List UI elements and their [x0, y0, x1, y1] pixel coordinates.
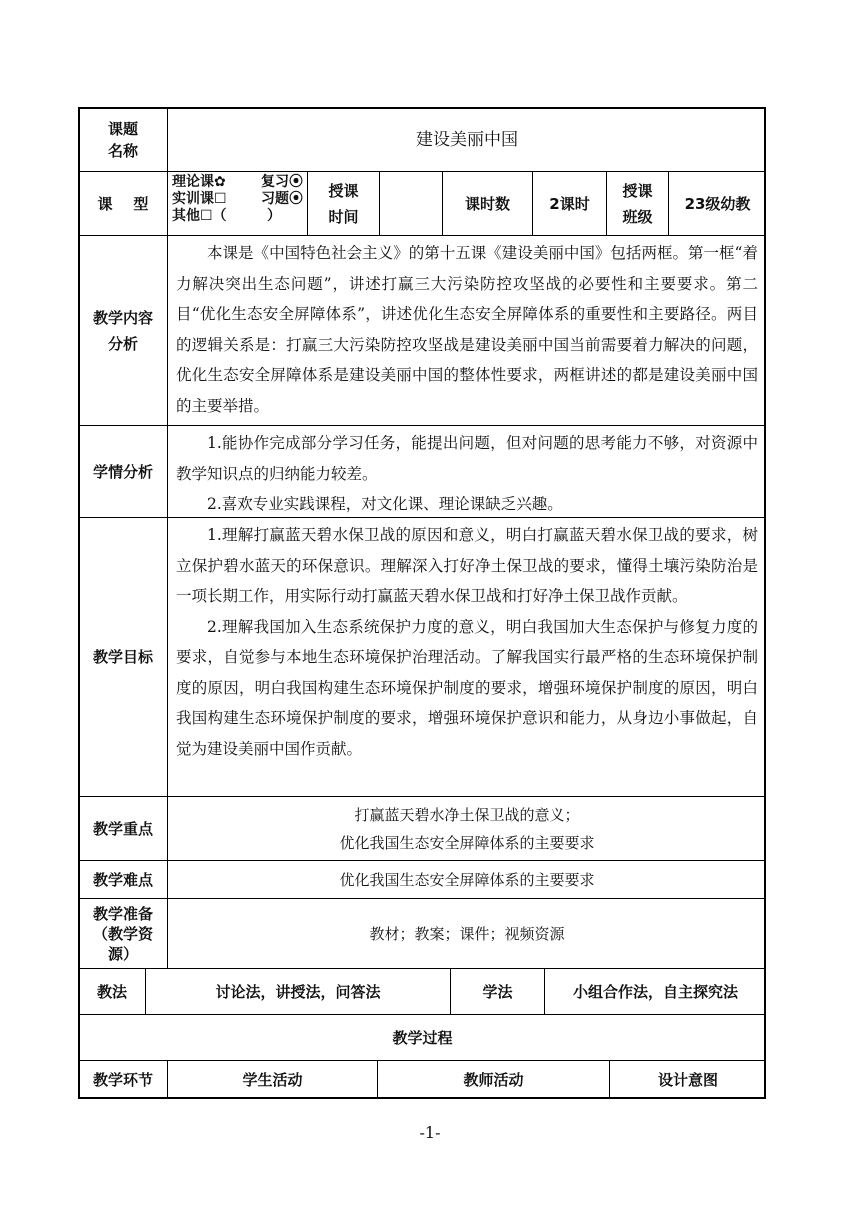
option-review: 复习⦿	[261, 174, 303, 190]
key-points-text	[167, 796, 766, 860]
course-type-label: 课 型	[78, 171, 167, 235]
teach-method-value: 讨论法，讲授法，问答法	[145, 968, 450, 1014]
class-label: 授课 班级	[606, 171, 668, 235]
preparation-label: 教学准备 （教学资 源）	[78, 898, 167, 968]
lesson-plan-table	[78, 107, 766, 1099]
option-exercise: 习题⦿	[261, 191, 303, 207]
student-analysis-paragraph-2: 2.喜欢专业实践课程，对文化课、理论课缺乏兴趣。	[207, 495, 563, 513]
preparation-text: 教材；教案；课件；视频资源	[167, 898, 766, 968]
difficulties-label: 教学难点	[78, 860, 167, 898]
hours-value: 2课时	[532, 171, 606, 235]
title-value: 建设美丽中国	[167, 107, 766, 171]
option-other-close: ）	[267, 208, 281, 224]
teach-time-label: 授课 时间	[307, 171, 379, 235]
teach-method-label: 教法	[78, 968, 145, 1014]
process-header-intent: 设计意图	[609, 1060, 766, 1099]
option-other: 其他☐（	[172, 208, 227, 224]
content-analysis-paragraph: 本课是《中国特色社会主义》的第十五课《建设美丽中国》包括两框。第一框“着力解决突出生态问题”，讲述打赢三大污染防控攻坚战的必要性和主要要求。第二目“优化生态安全屏障体系”，讲述优化生态安全屏障体系的重要性和主要路径。两目的逻辑关系是：打赢三大污染防控攻坚战是建设美丽中国当前需要着力解决的问题，优化生态安全屏障体系是建设美丽中国的整体性要求，两框讲述的都是建设美丽中国的主要举措。	[176, 244, 758, 415]
key-point-2: 优化我国生态安全屏障体系的主要要求	[339, 833, 595, 852]
student-analysis-paragraph-1: 1.能协作完成部分学习任务，能提出问题，但对问题的思考能力不够，对资源中教学知识点的归纳能力较差。	[176, 434, 758, 483]
learn-method-label: 学法	[450, 968, 544, 1014]
process-title: 教学过程	[78, 1014, 766, 1060]
option-theory: 理论课✿	[172, 174, 226, 190]
option-practice: 实训课☐	[172, 191, 227, 207]
hours-label: 课时数	[442, 171, 532, 235]
difficulties-text: 优化我国生态安全屏障体系的主要要求	[167, 860, 766, 898]
objectives-label: 教学目标	[78, 517, 167, 796]
student-analysis-text	[167, 425, 766, 517]
process-header-teacher: 教师活动	[377, 1060, 609, 1099]
course-type-options	[167, 171, 307, 235]
process-header-stage: 教学环节	[78, 1060, 167, 1099]
page-number: -1-	[419, 1123, 441, 1142]
class-value: 23级幼教	[668, 171, 766, 235]
process-header-student: 学生活动	[167, 1060, 377, 1099]
title-label: 课题 名称	[78, 107, 167, 171]
objectives-text	[167, 517, 766, 796]
content-analysis-text	[167, 235, 766, 425]
content-analysis-label: 教学内容 分析	[78, 235, 167, 425]
key-point-1: 打赢蓝天碧水净土保卫战的意义；	[354, 805, 580, 824]
key-points-label: 教学重点	[78, 796, 167, 860]
learn-method-value: 小组合作法，自主探究法	[544, 968, 766, 1014]
objectives-paragraph-1: 1.理解打赢蓝天碧水保卫战的原因和意义，明白打赢蓝天碧水保卫战的要求，树立保护碧水蓝天的环保意识。理解深入打好净土保卫战的要求，懂得土壤污染防治是一项长期工作，用实际行动打赢蓝天碧水保卫战和打好净土保卫战作贡献。	[176, 526, 758, 605]
objectives-paragraph-2: 2.理解我国加入生态系统保护力度的意义，明白我国加大生态保护与修复力度的要求，自觉参与本地生态环境保护治理活动。了解我国实行最严格的生态环境保护制度的原因，明白我国构建生态环境保护制度的要求，增强环境保护制度的原因，明白我国构建生态环境保护制度的要求，增强环境保护意识和能力，从身边小事做起，自觉为建设美丽中国作贡献。	[176, 617, 758, 758]
teach-time-value	[379, 171, 442, 235]
student-analysis-label: 学情分析	[78, 425, 167, 517]
